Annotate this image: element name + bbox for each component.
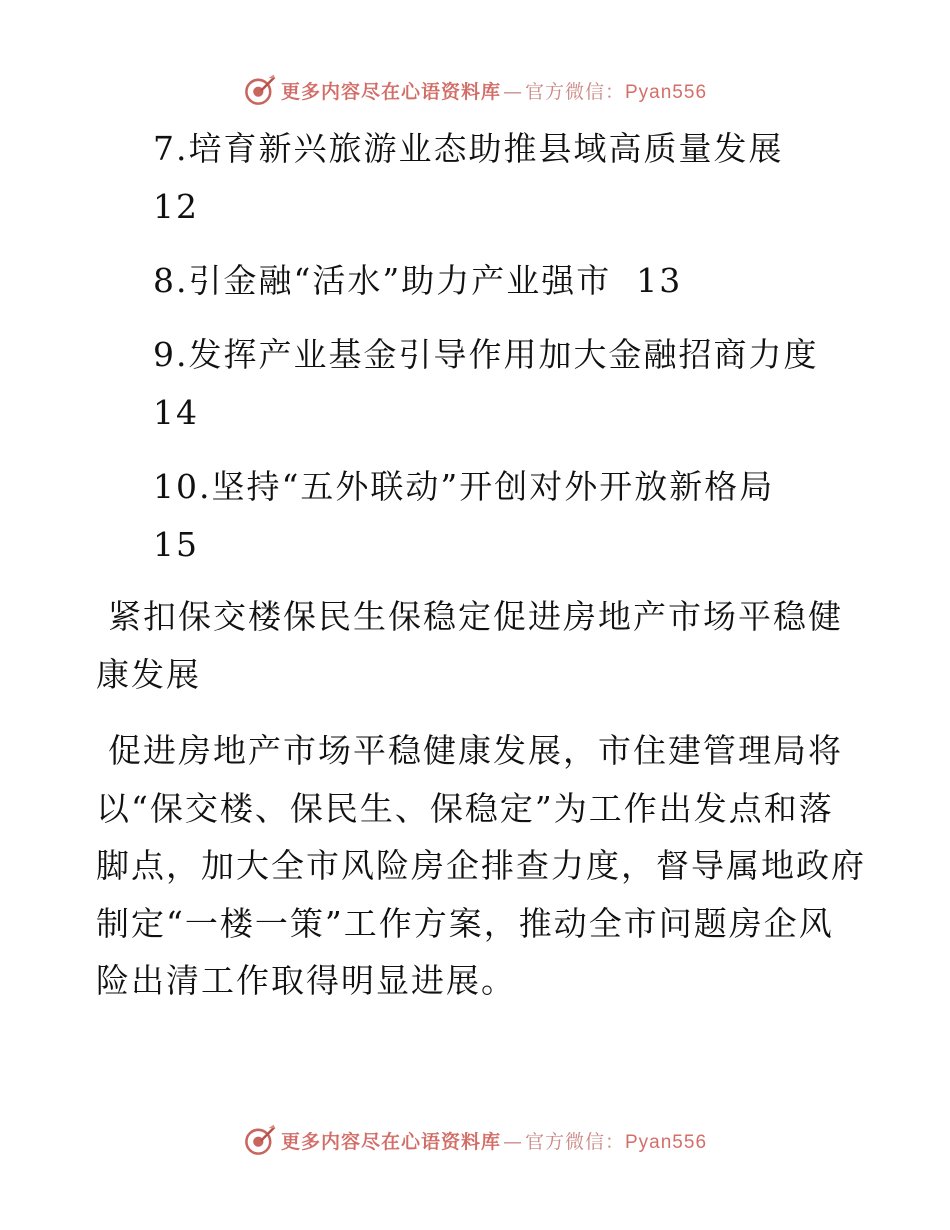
paragraph-line: 脚点，加大全市风险房企排查力度，督导属地政府 xyxy=(96,846,866,885)
paragraph-line: 制定“一楼一策”工作方案，推动全市问题房企风 xyxy=(96,903,834,943)
body-paragraph xyxy=(96,722,866,1010)
watermark-separator: — xyxy=(502,1130,523,1153)
toc-item-page: 15 xyxy=(153,525,199,564)
section-heading xyxy=(96,588,856,704)
quill-seal-icon xyxy=(243,73,277,107)
watermark-wechat-label: 官方微信： xyxy=(524,80,625,103)
section-heading-line: 康发展 xyxy=(96,655,201,694)
watermark-brand: 更多内容尽在心语资料库 xyxy=(280,1130,501,1153)
paragraph-line: 以“保交楼、保民生、保稳定”为工作出发点和落 xyxy=(96,788,834,828)
watermark-wechat-id: Pyan556 xyxy=(625,1131,708,1153)
toc-item-title: 7.培育新兴旅游业态助推县域高质量发展 xyxy=(153,129,784,168)
paragraph-line: 险出清工作取得明显进展。 xyxy=(96,961,516,1000)
header-watermark xyxy=(0,70,950,110)
paragraph-line: 促进房地产市场平稳健康发展，市住建管理局将 xyxy=(108,731,843,770)
watermark-wechat-id: Pyan556 xyxy=(625,81,708,103)
footer-watermark xyxy=(0,1120,950,1160)
watermark-wechat-label: 官方微信： xyxy=(524,1130,625,1153)
toc-item-page: 12 xyxy=(153,187,199,226)
toc-item-title: 8.引金融“活水”助力产业强市 xyxy=(153,261,612,300)
watermark-brand: 更多内容尽在心语资料库 xyxy=(280,80,501,103)
toc-list xyxy=(153,120,873,574)
toc-item-title: 10.坚持“五外联动”开创对外开放新格局 xyxy=(153,467,775,506)
quill-seal-icon xyxy=(243,1123,277,1157)
section-heading-line: 紧扣保交楼保民生保稳定促进房地产市场平稳健 xyxy=(108,597,843,636)
toc-item xyxy=(153,252,873,310)
watermark-separator: — xyxy=(502,80,523,103)
toc-item-title: 9.发挥产业基金引导作用加大金融招商力度 xyxy=(153,335,819,374)
toc-item-page: 14 xyxy=(153,393,199,432)
toc-item-page: 13 xyxy=(636,261,683,300)
